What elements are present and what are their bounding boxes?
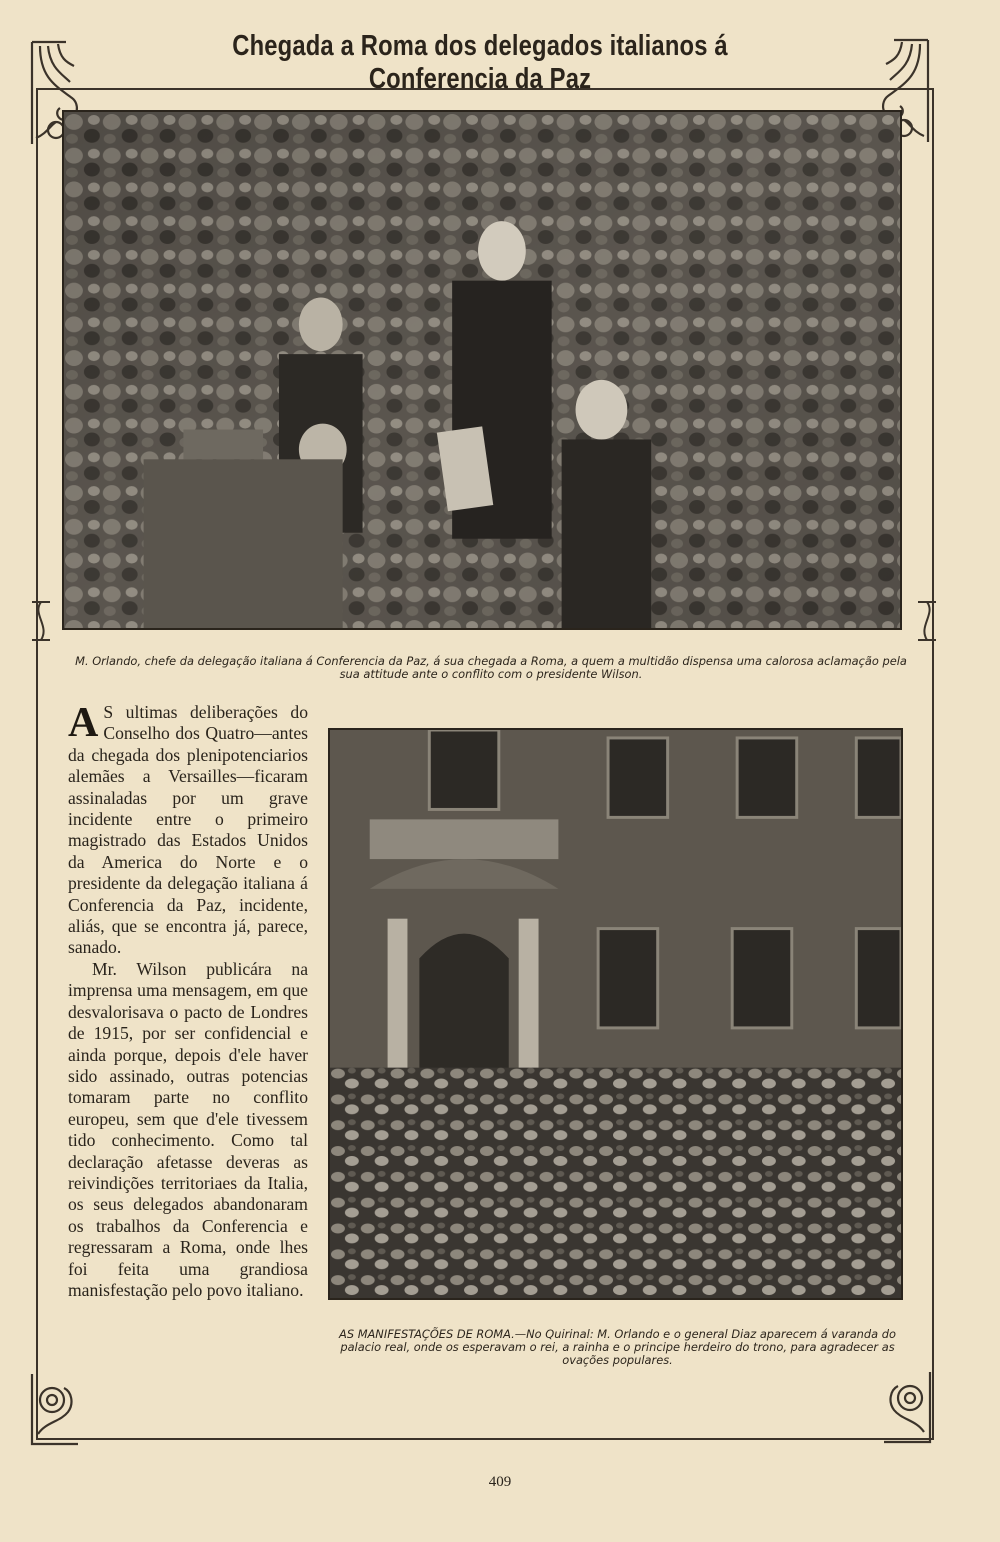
article-paragraph-2: Mr. Wilson publicára na imprensa uma mensagem, em que desvalorisava o pacto de Londres de 1915, por ser confidencial e ainda porque, depois d'ele haver sido assinado, outras potencias tomaram parte no conflito europeu, sem que d'ele tivessem tido conhecimento. Como tal declaração afetasse deveras as reivindições territoriaes da Italia, os seus delegados abandonaram os trabalhos da Conferencia e regressaram a Roma, onde lhes foi feita uma grandiosa manisfestação pelo povo italiano.: [68, 958, 308, 1300]
side-ornament-left-icon: [30, 600, 52, 642]
article-paragraph-1-text: S ultimas deliberações do Conselho dos Quatro—antes da chegada dos plenipotenciarios alemães a Versailles—ficaram assinaladas por um grave incidente entre o primeiro magistrado das Estados Unidos da America do Norte e o presidente da delegação italiana á Conferencia da Paz, incidente, aliás, que se encontra já, parece, sanado.: [68, 702, 308, 958]
photo-orlando-crowd: [62, 110, 902, 630]
corner-ornament-bottom-left-icon: [26, 1372, 82, 1448]
article-body: [68, 702, 308, 1301]
page-title: Chegada a Roma dos delegados italianos á Conferencia da Paz: [232, 30, 728, 95]
photo-quirinal-palace: [328, 728, 903, 1300]
drop-cap: A: [68, 700, 99, 746]
photo-quirinal-caption: AS MANIFESTAÇÕES DE ROMA.—No Quirinal: M. Orlando e o general Diaz aparecem á varanda do palacio real, onde os esperavam o rei, a rainha e o principe herdeiro do trono, para agradecer as ovações populares.: [339, 1327, 896, 1367]
side-ornament-right-icon: [916, 600, 938, 642]
page-number: 409: [488, 1474, 512, 1490]
corner-ornament-bottom-right-icon: [880, 1370, 936, 1446]
photo-orlando-caption: M. Orlando, chefe da delegação italiana á Conferencia da Paz, á sua chegada a Roma, a quem a multidão dispensa uma calorosa aclamação pela sua attitude ante o conflito com o presidente Wilson.: [75, 654, 907, 681]
article-paragraph-1: [68, 702, 308, 959]
